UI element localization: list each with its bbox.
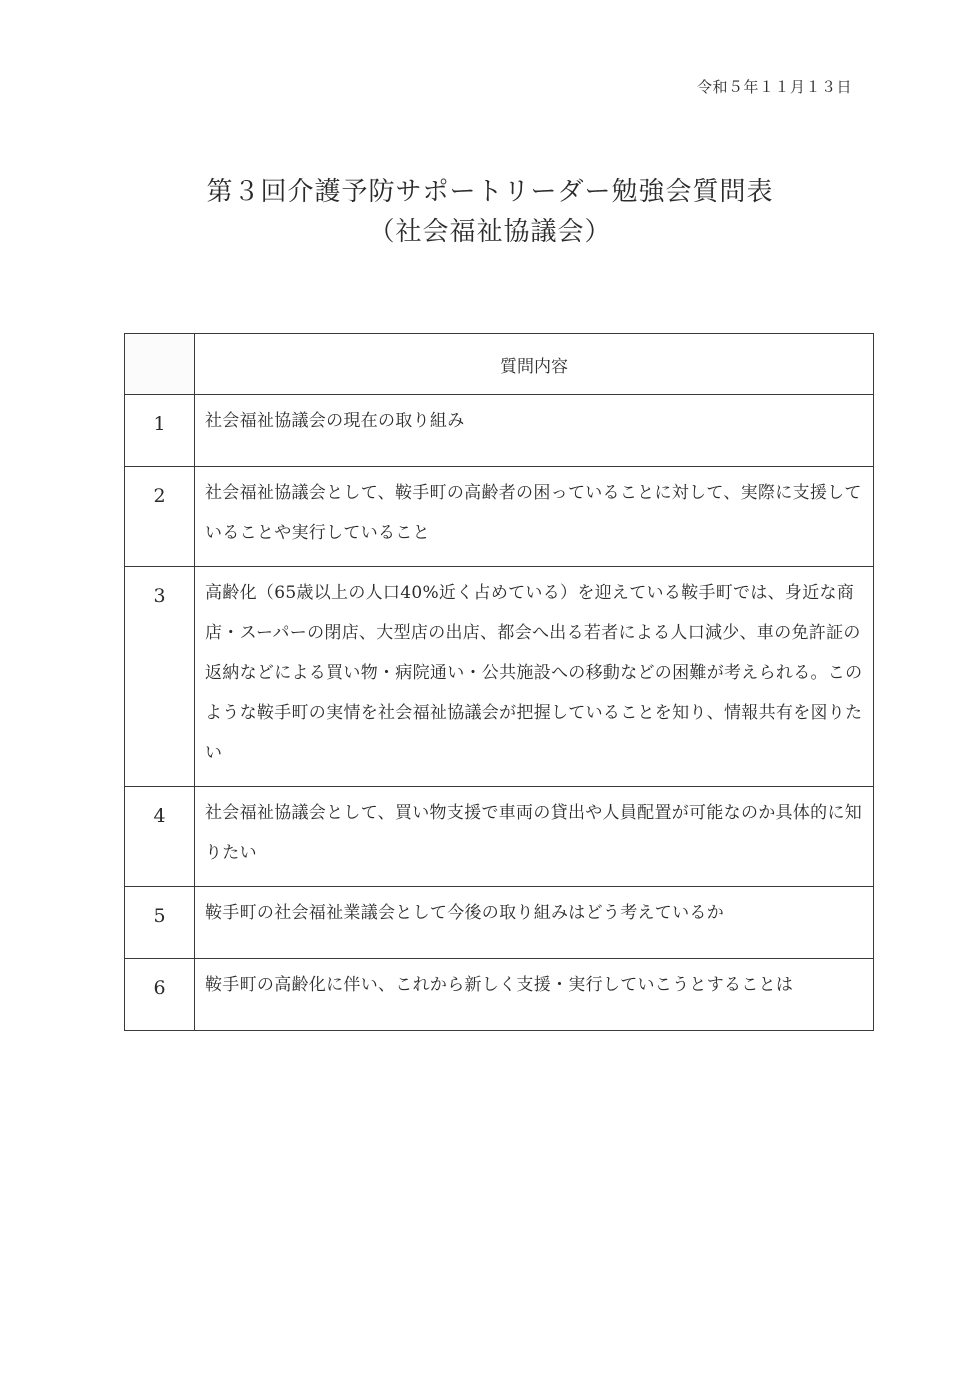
table-row bbox=[125, 467, 874, 567]
table-row bbox=[125, 567, 874, 787]
row-number: 5 bbox=[125, 887, 195, 959]
header-number-cell bbox=[125, 334, 195, 395]
row-question: 社会福祉協議会として、鞍手町の高齢者の困っていることに対して、実際に支援していることや実行していること bbox=[195, 467, 874, 567]
table-row bbox=[125, 887, 874, 959]
table-row bbox=[125, 395, 874, 467]
row-question: 鞍手町の社会福祉業議会として今後の取り組みはどう考えているか bbox=[195, 887, 874, 959]
table-row bbox=[125, 787, 874, 887]
table-header-row bbox=[125, 334, 874, 395]
question-table bbox=[124, 333, 874, 1031]
row-question: 鞍手町の高齢化に伴い、これから新しく支援・実行していこうとすることは bbox=[195, 959, 874, 1031]
row-number: 2 bbox=[125, 467, 195, 567]
table-row bbox=[125, 959, 874, 1031]
row-number: 4 bbox=[125, 787, 195, 887]
document-title bbox=[0, 172, 980, 252]
row-number: 3 bbox=[125, 567, 195, 787]
title-main: 第３回介護予防サポートリーダー勉強会質問表 bbox=[206, 177, 774, 207]
title-subtitle: （社会福祉協議会） bbox=[368, 217, 612, 247]
row-question: 社会福祉協議会の現在の取り組み bbox=[195, 395, 874, 467]
document-date: 令和５年１１月１３日 bbox=[696, 78, 852, 96]
row-number: 1 bbox=[125, 395, 195, 467]
row-number: 6 bbox=[125, 959, 195, 1031]
row-question: 高齢化（65歳以上の人口40%近く占めている）を迎えている鞍手町では、身近な商店・スーパーの閉店、大型店の出店、都会へ出る若者による人口減少、車の免許証の返納などによる買い物・病院通い・公共施設への移動などの困難が考えられる。このような鞍手町の実情を社会福祉協議会が把握していることを知り、情報共有を図りたい bbox=[195, 567, 874, 787]
row-question: 社会福祉協議会として、買い物支援で車両の貸出や人員配置が可能なのか具体的に知りたい bbox=[195, 787, 874, 887]
header-content-cell: 質問内容 bbox=[195, 334, 874, 395]
